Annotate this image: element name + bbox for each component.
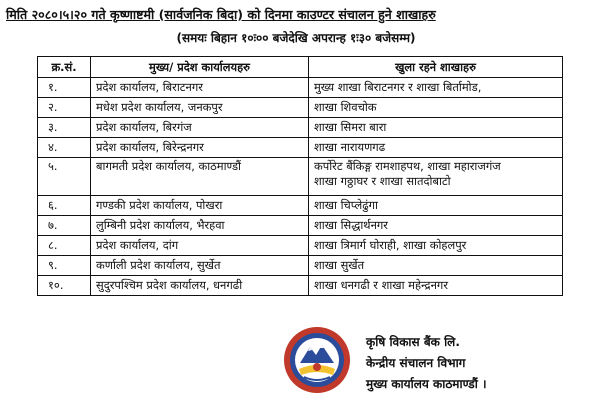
signature-department: केन्द्रीय संचालन विभाग: [366, 356, 466, 370]
row-branches: शाखा धनगढी र शाखा महेन्द्रनगर: [309, 276, 563, 296]
table-row: [38, 78, 563, 98]
row-branches: शाखा सुर्खेत: [309, 256, 563, 276]
row-office: प्रदेश कार्यालय, बिराटनगर: [91, 78, 309, 98]
header-branches: खुला रहने शाखाहरु: [309, 57, 563, 78]
table-row: [38, 138, 563, 158]
row-serial: ९.: [38, 256, 91, 276]
row-office: सुदुरपश्चिम प्रदेश कार्यालय, धनगढी: [91, 276, 309, 296]
page-title: मिति २०८०।५।२० गते कृष्णाष्टमी (सार्वजनिक बिदा) को दिनमा काउण्टर संचालन हुने शाखाहरु: [6, 7, 436, 22]
row-serial: ७.: [38, 216, 91, 236]
table-row: [38, 158, 563, 196]
row-serial: २.: [38, 98, 91, 118]
row-serial: ५.: [38, 158, 91, 196]
table-header-row: [38, 57, 563, 78]
branches-table: [37, 56, 563, 296]
time-subtitle: (समयः बिहान १०ः०० बजेदेखि अपरान्ह १ः३० बजेसम्म): [176, 31, 416, 45]
row-branches-line: शाखा गठ्ठाघर र शाखा सातदोबाटो: [314, 174, 451, 188]
row-office: कर्णाली प्रदेश कार्यालय, सुर्खेत: [91, 256, 309, 276]
row-office: गण्डकी प्रदेश कार्यालय, पोखरा: [91, 196, 309, 216]
row-serial: ६.: [38, 196, 91, 216]
row-office: प्रदेश कार्यालय, बिरेन्द्रनगर: [91, 138, 309, 158]
signature-block: [366, 332, 487, 395]
row-serial: ४.: [38, 138, 91, 158]
row-branches: शाखा त्रिमार्ग घोराही, शाखा कोहलपुर: [309, 236, 563, 256]
row-branches: शाखा शिवचोक: [309, 98, 563, 118]
row-office: प्रदेश कार्यालय, बिरगंज: [91, 118, 309, 138]
bank-seal-logo: [282, 325, 352, 395]
row-office: लुम्बिनी प्रदेश कार्यालय, भैरहवा: [91, 216, 309, 236]
signature-bank-name: कृषि विकास बैंक लि.: [366, 335, 460, 349]
row-serial: ८.: [38, 236, 91, 256]
row-branches: मुख्य शाखा बिराटनगर र शाखा बिर्तामोड,: [309, 78, 563, 98]
table-row: [38, 196, 563, 216]
row-serial: १०.: [38, 276, 91, 296]
row-branches: [309, 158, 563, 196]
row-office: मधेश प्रदेश कार्यालय, जनकपुर: [91, 98, 309, 118]
signature-office: मुख्य कार्यालय काठमाण्डौं ।: [366, 377, 487, 391]
row-serial: १.: [38, 78, 91, 98]
table-row: [38, 256, 563, 276]
table-row: [38, 118, 563, 138]
row-office: प्रदेश कार्यालय, दांग: [91, 236, 309, 256]
row-office: बागमती प्रदेश कार्यालय, काठमाण्डौं: [91, 158, 309, 196]
table-row: [38, 98, 563, 118]
row-serial: ३.: [38, 118, 91, 138]
row-branches: शाखा नारायणगढ: [309, 138, 563, 158]
table-row: [38, 216, 563, 236]
row-branches: शाखा सिद्धार्थनगर: [309, 216, 563, 236]
header-serial: क्र.सं.: [38, 57, 91, 78]
row-branches: शाखा सिमरा बारा: [309, 118, 563, 138]
table-row: [38, 236, 563, 256]
row-branches: शाखा चिप्लेढुंगा: [309, 196, 563, 216]
header-office: मुख्य/ प्रदेश कार्यालयहरु: [91, 57, 309, 78]
row-branches-line: कर्पोरेट बैंकिङ्ग रामशाहपथ, शाखा महाराजगंज: [314, 159, 501, 173]
table-row: [38, 276, 563, 296]
